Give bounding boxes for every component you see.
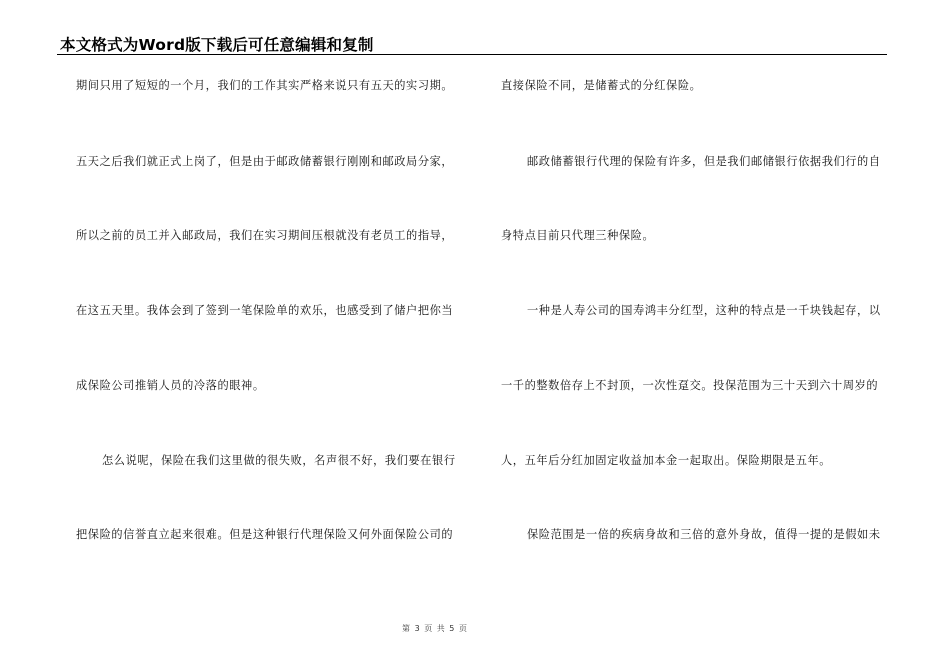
paragraph-line: 人，五年后分红加固定收益加本金一起取出。保险期限是五年。 <box>501 454 832 467</box>
paragraph-line: 一千的整数倍存上不封顶，一次性趸交。投保范围为三十天到六十周岁的 <box>501 379 879 392</box>
page-number-footer: 第 3 页 共 5 页 <box>402 624 468 633</box>
paragraph-line: 期间只用了短短的一个月，我们的工作其实严格来说只有五天的实习期。 <box>76 79 454 92</box>
paragraph-line: 成保险公司推销人员的冷落的眼神。 <box>76 379 265 392</box>
paragraph-line: 保险范围是一倍的疾病身故和三倍的意外身故，值得一提的是假如未 <box>527 528 881 541</box>
page-header-title: 本文格式为Word版下载后可任意编辑和复制 <box>60 36 374 54</box>
paragraph-line: 把保险的信誉直立起来很难。但是这种银行代理保险又何外面保险公司的 <box>76 528 454 541</box>
paragraph-line: 所以之前的员工并入邮政局，我们在实习期间压根就没有老员工的指导， <box>76 229 454 242</box>
paragraph-line: 身特点目前只代理三种保险。 <box>501 229 655 242</box>
header-divider <box>57 54 887 55</box>
paragraph-line: 五天之后我们就正式上岗了，但是由于邮政储蓄银行刚刚和邮政局分家， <box>76 155 454 168</box>
paragraph-line: 怎么说呢，保险在我们这里做的很失败，名声很不好，我们要在银行 <box>102 454 456 467</box>
paragraph-line: 一种是人寿公司的国寿鸿丰分红型，这种的特点是一千块钱起存，以 <box>527 304 881 317</box>
paragraph-line: 在这五天里。我体会到了签到一笔保险单的欢乐，也感受到了储户把你当 <box>76 304 454 317</box>
paragraph-line: 邮政储蓄银行代理的保险有许多，但是我们邮储银行依据我们行的自 <box>527 155 881 168</box>
paragraph-line: 直接保险不同，是储蓄式的分红保险。 <box>501 79 702 92</box>
